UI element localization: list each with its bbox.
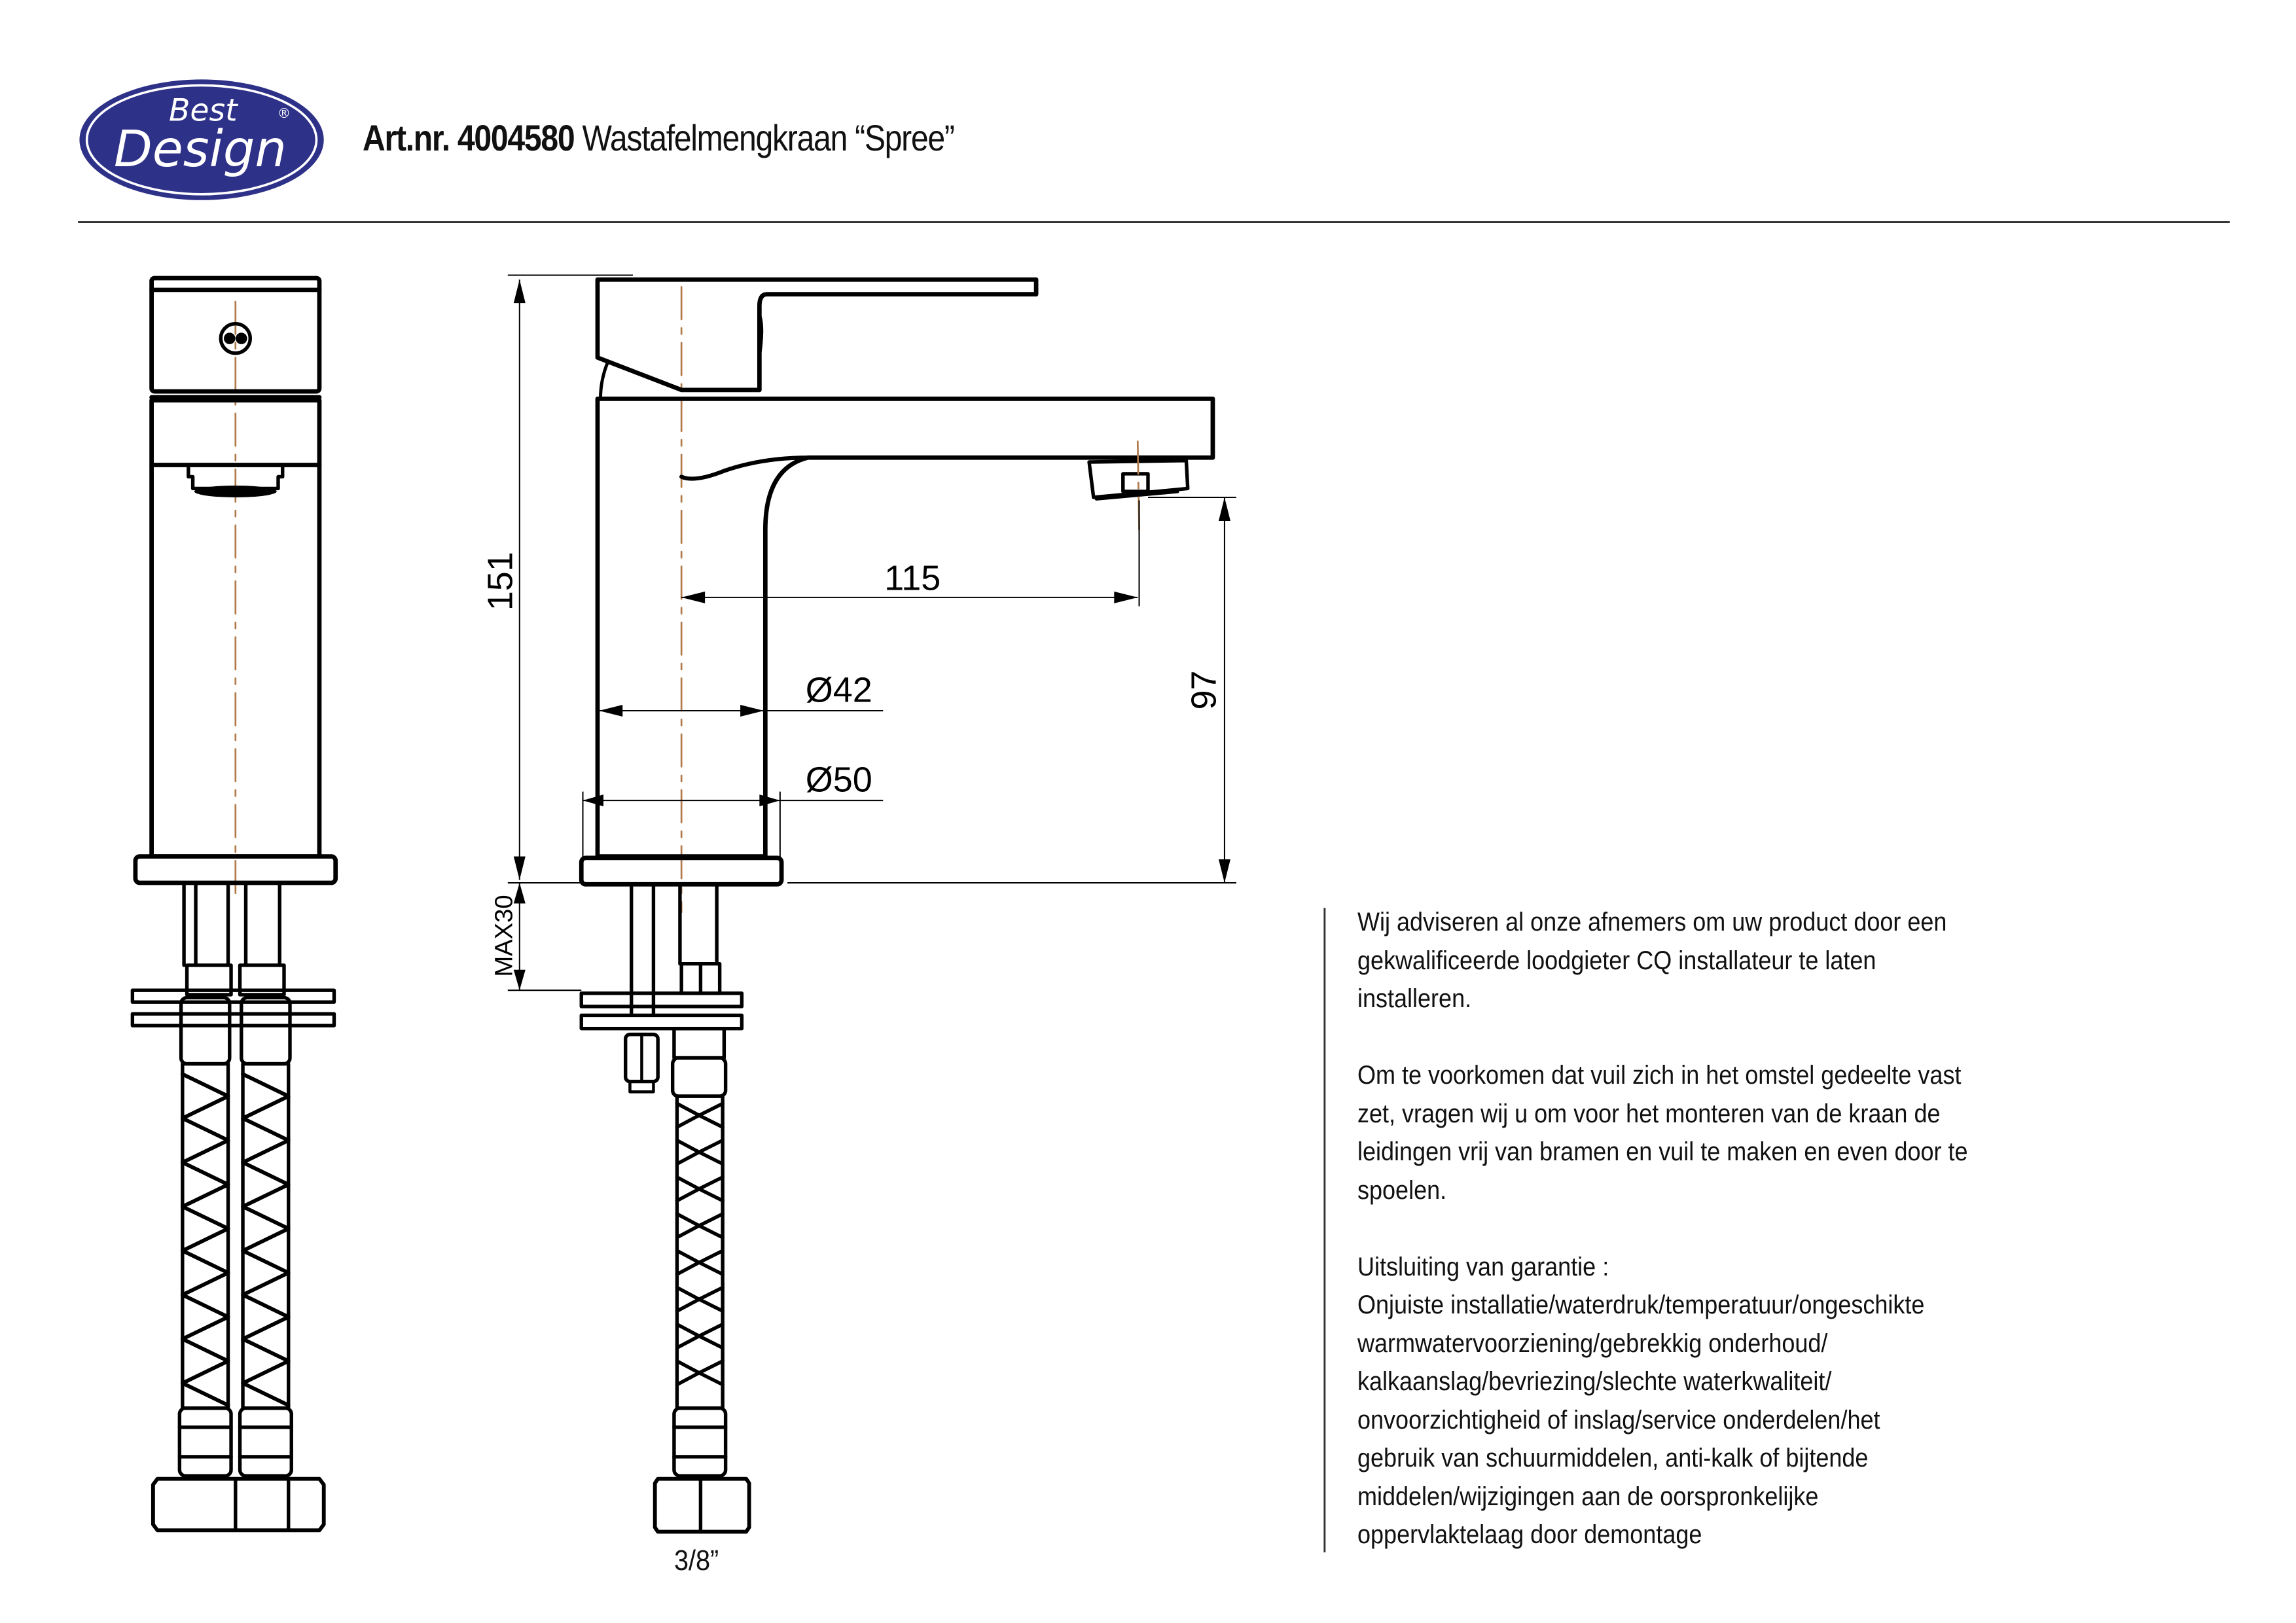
logo-text-design: Design (113, 120, 287, 179)
dim-total-height: 151 (480, 552, 520, 611)
dim-base-diameter: Ø50 (805, 760, 872, 800)
note-line: kalkaanslag/bevriezing/slechte waterkwaliteit/ (1357, 1367, 1832, 1396)
side-lever-handle (598, 279, 1036, 390)
note-line: leidingen vrij van bramen en vuil te maken en even door te (1357, 1137, 1968, 1166)
front-fixing-plate-upper (132, 990, 334, 1002)
dim-body-diameter: Ø42 (805, 670, 872, 710)
note-line: Onjuiste installatie/waterdruk/temperatuur/ongeschikte (1357, 1291, 1925, 1319)
note-line: warmwatervoorziening/gebrekkig onderhoud/ (1357, 1329, 1828, 1358)
note-line: zet, vragen wij u om voor het monteren van de kraan de (1357, 1099, 1941, 1128)
note-line: oppervlaktelaag door demontage (1357, 1520, 1702, 1549)
notes-paragraph-cleaning (1357, 1056, 2005, 1209)
note-line: middelen/wijzigingen aan de oorspronkelijke (1357, 1482, 1819, 1511)
side-spout-body (598, 399, 1213, 856)
front-view (132, 278, 335, 1530)
note-line: Wij adviseren al onze afnemers om uw product door een (1357, 908, 1947, 936)
connection-size-label: 3/8” (674, 1544, 719, 1577)
front-aerator (194, 486, 277, 497)
page-title (363, 116, 954, 159)
product-name: Wastafelmengkraan “Spree” (582, 117, 954, 158)
note-line: gebruik van schuurmiddelen, anti-kalk of bijtende (1357, 1444, 1869, 1472)
brand-logo (79, 79, 323, 200)
dim-spout-reach: 115 (884, 558, 941, 598)
side-fixing-plate-lower (581, 1015, 742, 1028)
dim-spout-height: 97 (1184, 670, 1224, 710)
note-line: onvoorzichtigheid of inslag/service onderdelen/het (1357, 1405, 1880, 1435)
notes-paragraph-advice (1357, 903, 2005, 1018)
warranty-heading: Uitsluiting van garantie : (1357, 1252, 1609, 1281)
logo-text-best: Best (169, 92, 238, 129)
note-line: gekwalificeerde loodgieter CQ installateur te laten (1357, 946, 1876, 975)
notes-paragraph-warranty (1357, 1248, 2005, 1554)
registered-icon: ® (277, 105, 291, 121)
article-number: Art.nr. 4004580 (363, 117, 575, 158)
dim-max-countertop: MAX30 (490, 895, 518, 977)
front-fixing-plate-lower (132, 1014, 334, 1026)
front-hose-nuts (153, 1479, 324, 1531)
note-line: Om te voorkomen dat vuil zich in het omstel gedeelte vast (1357, 1061, 1962, 1090)
installation-notes (1357, 903, 2005, 1592)
front-hoses (183, 1064, 289, 1408)
note-line: spoelen. (1357, 1175, 1447, 1205)
side-fixing-plate-upper (581, 993, 742, 1007)
side-view (581, 279, 1213, 1531)
note-line: installeren. (1357, 984, 1472, 1013)
